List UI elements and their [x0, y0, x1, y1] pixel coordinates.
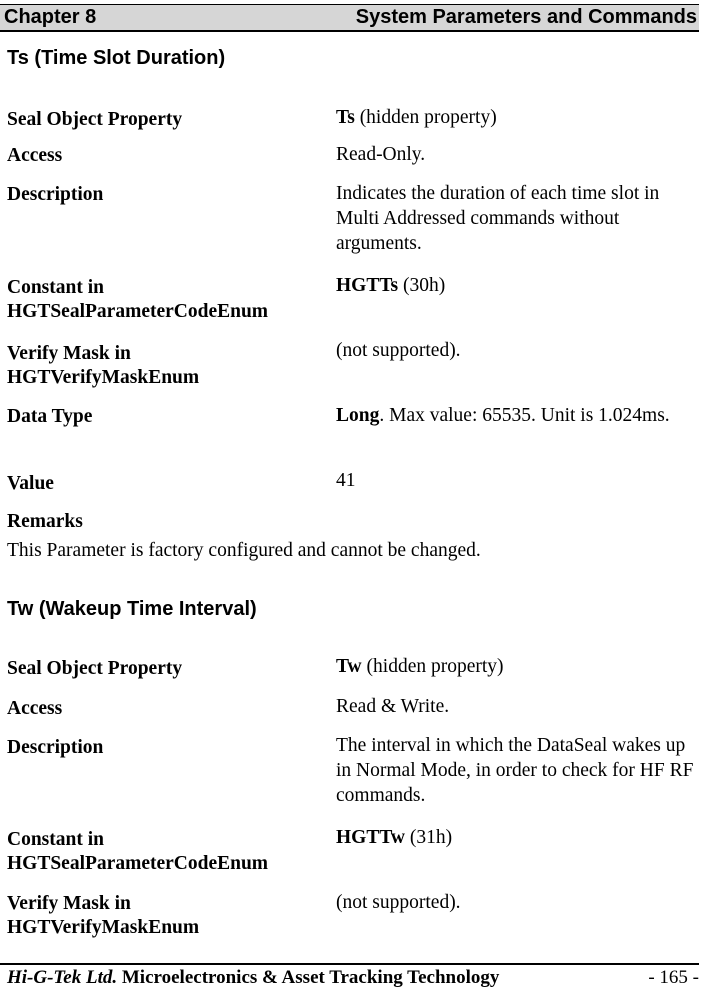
tw-seal-object-property-label: Seal Object Property — [7, 658, 183, 679]
tw-seal-object-property-value — [336, 654, 698, 679]
tw-verify-mask-label: Verify Mask in HGTVerifyMaskEnum — [7, 893, 200, 938]
page-number: - 165 - — [648, 967, 699, 988]
ts-access-label: Access — [7, 145, 63, 166]
ts-constant-value — [336, 273, 698, 298]
tw-description-value: The interval in which the DataSeal wakes up in Normal Mode, in order to check for HF RF commands. — [336, 735, 694, 806]
footer-tagline: Microelectronics & Asset Tracking Technology — [117, 967, 500, 988]
ts-data-type-name: Long — [336, 405, 380, 426]
tw-access-label: Access — [7, 698, 63, 719]
ts-property-name: Ts — [336, 107, 355, 128]
ts-data-type-value — [336, 403, 698, 428]
tw-access-value: Read & Write. — [336, 696, 450, 717]
tw-verify-mask-value: (not supported). — [336, 892, 461, 913]
ts-seal-object-property-label: Seal Object Property — [7, 109, 183, 130]
chapter-label: Chapter 8 — [4, 6, 97, 28]
ts-verify-mask-label: Verify Mask in HGTVerifyMaskEnum — [7, 343, 200, 388]
footer-company — [7, 967, 499, 989]
ts-data-type-note: . Max value: 65535. Unit is 1.024ms. — [379, 405, 670, 426]
ts-value-label: Value — [7, 473, 54, 494]
ts-constant-name: HGTTs — [336, 275, 399, 296]
ts-remarks-text: This Parameter is factory configured and cannot be changed. — [7, 540, 481, 561]
tw-description-label: Description — [7, 737, 104, 758]
ts-property-note: (hidden property) — [354, 107, 497, 128]
ts-seal-object-property-value — [336, 105, 698, 130]
ts-data-type-label: Data Type — [7, 406, 93, 427]
ts-verify-mask-value: (not supported). — [336, 340, 461, 361]
ts-description-label: Description — [7, 184, 104, 205]
tw-constant-value — [336, 825, 698, 850]
tw-constant-name: HGTTw — [336, 827, 405, 848]
footer-company-name: Hi-G-Tek Ltd. — [7, 967, 118, 988]
tw-property-name: Tw — [336, 656, 362, 677]
tw-constant-code: (31h) — [404, 827, 453, 848]
ts-access-value: Read-Only. — [336, 144, 426, 165]
ts-constant-label: Constant in HGTSealParameterCodeEnum — [7, 277, 269, 322]
ts-remarks-label: Remarks — [7, 511, 83, 532]
tw-property-note: (hidden property) — [361, 656, 504, 677]
ts-constant-code: (30h) — [398, 275, 446, 296]
ts-value-value: 41 — [336, 470, 356, 491]
footer-rule — [0, 963, 699, 965]
ts-section-title: Ts (Time Slot Duration) — [7, 47, 226, 69]
chapter-section-title: System Parameters and Commands — [355, 6, 697, 28]
tw-section-title: Tw (Wakeup Time Interval) — [7, 598, 257, 620]
tw-constant-label: Constant in HGTSealParameterCodeEnum — [7, 829, 269, 874]
ts-description-value: Indicates the duration of each time slot in Multi Addressed commands without arguments. — [336, 183, 660, 254]
